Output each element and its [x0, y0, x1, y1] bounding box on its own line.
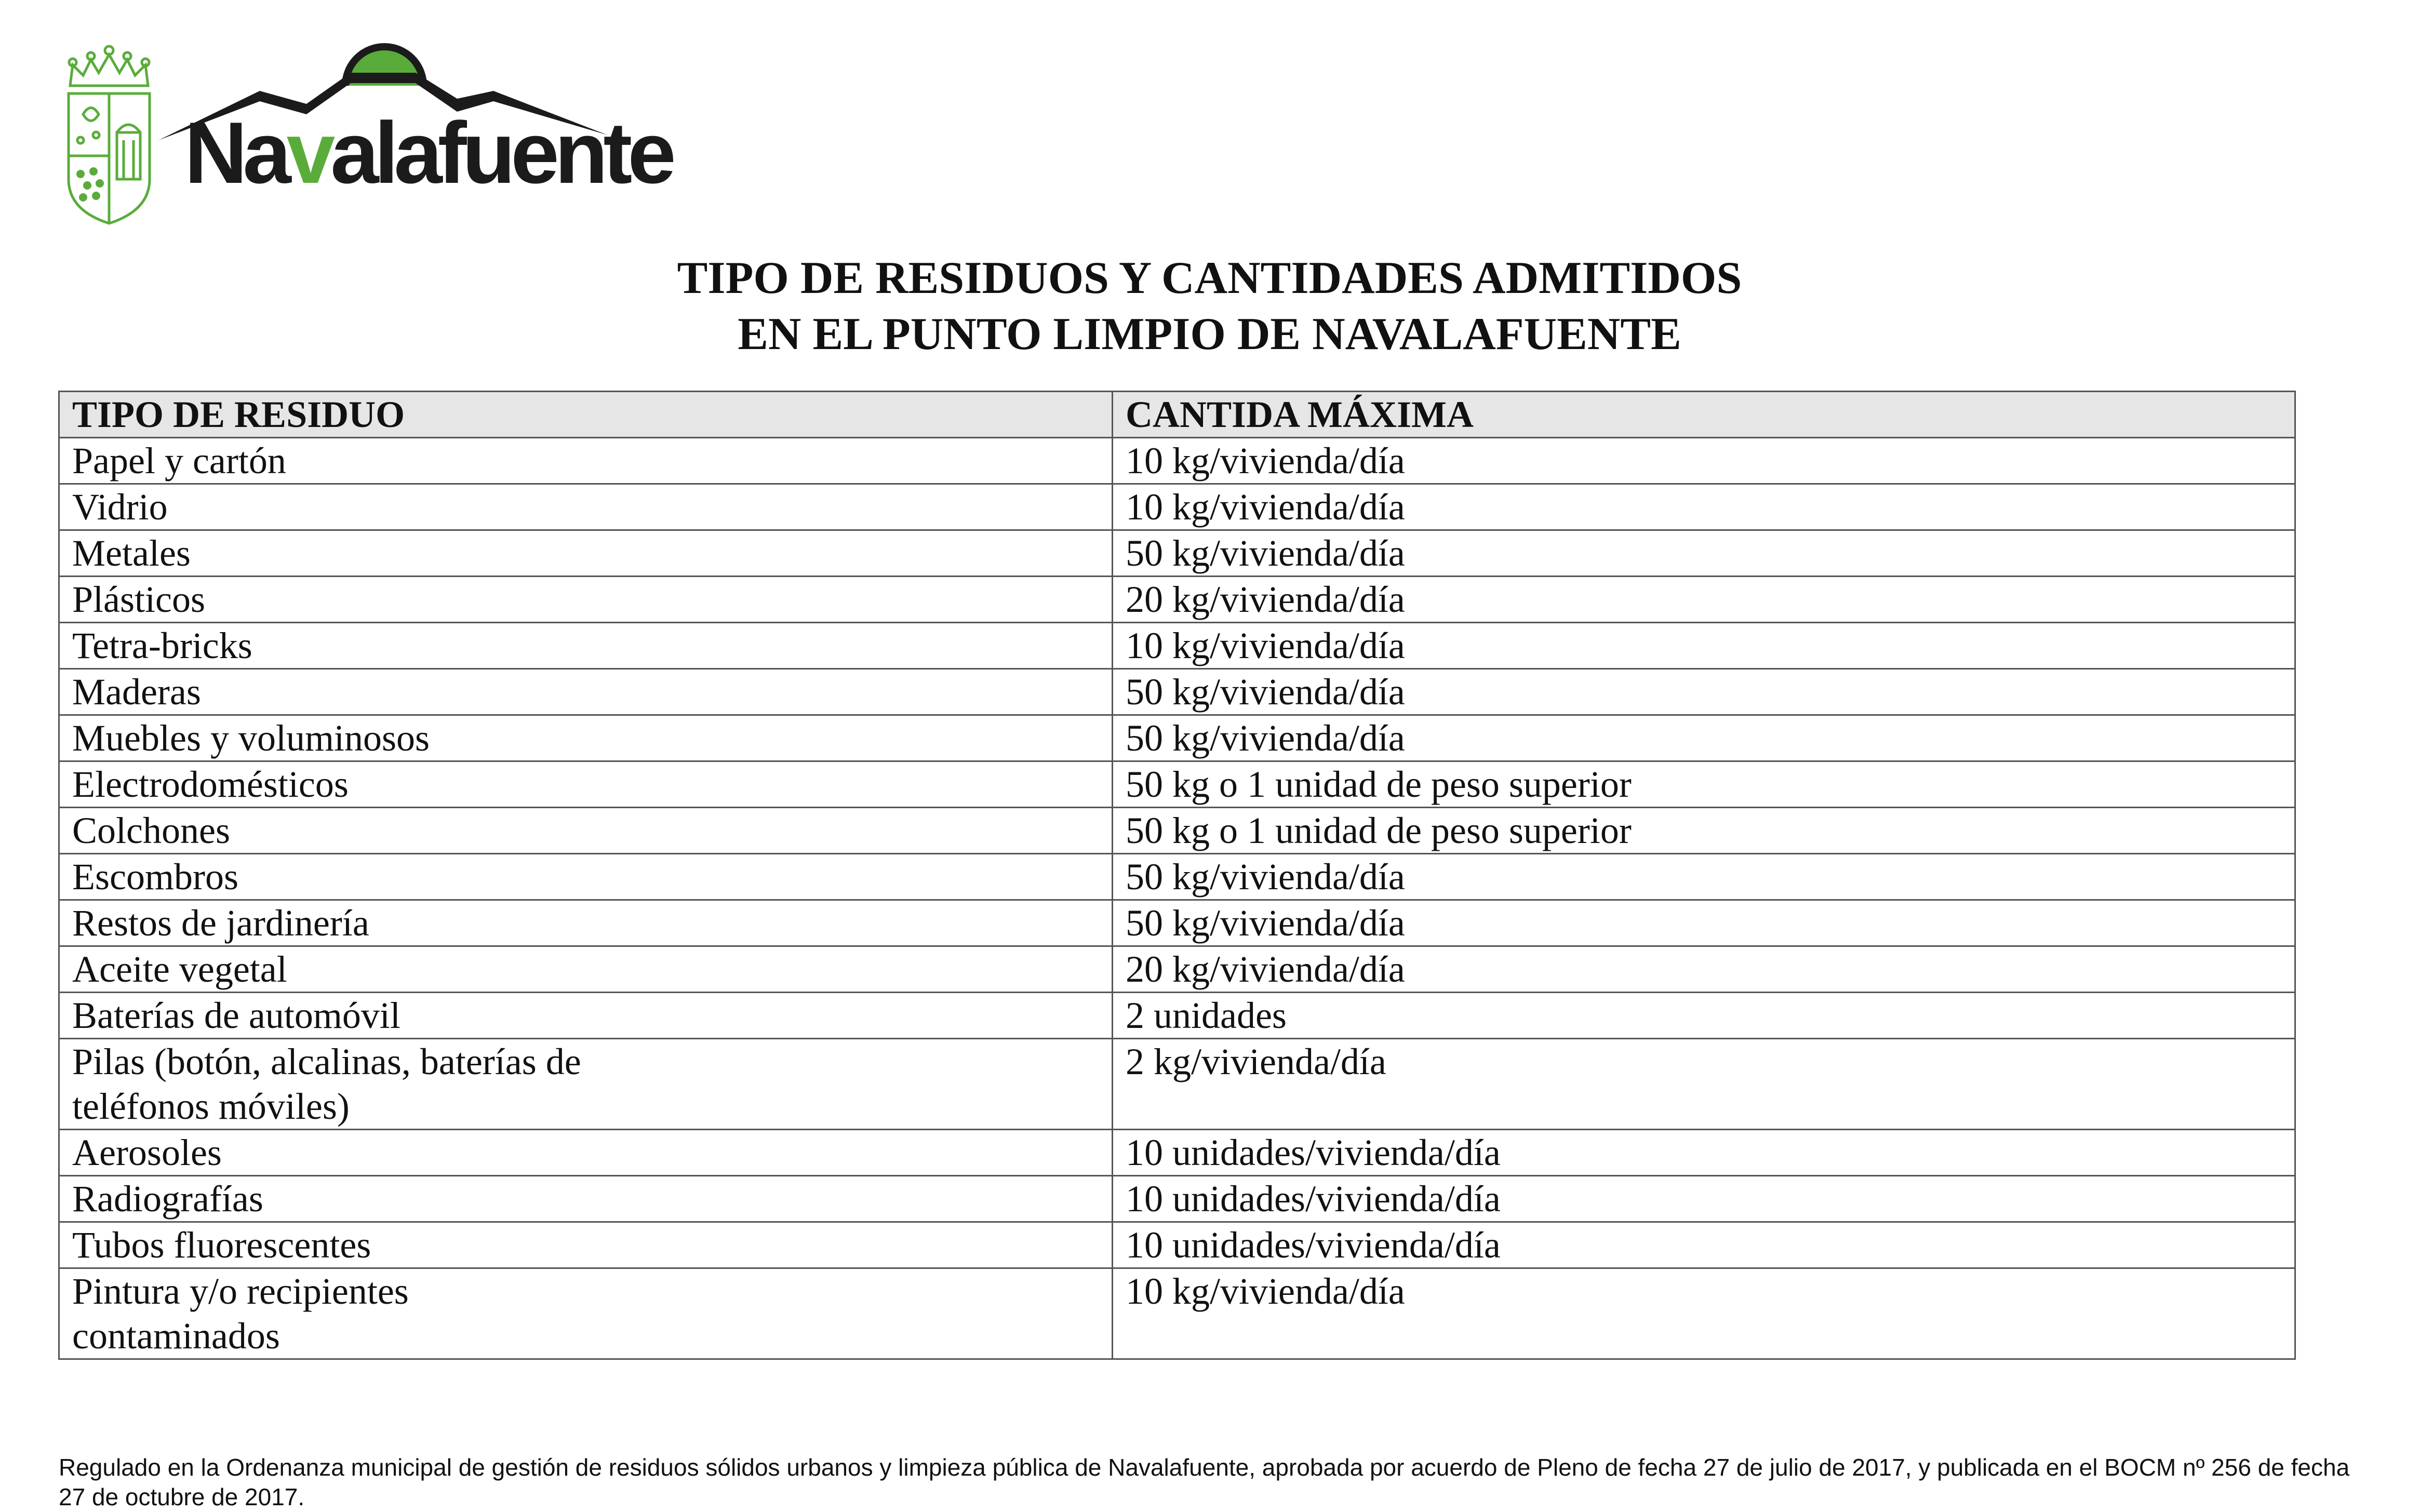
header-tipo-residuo: TIPO DE RESIDUO: [59, 392, 1113, 438]
cell-tipo-residuo: Tetra-bricks: [59, 623, 1113, 669]
table-row: [59, 484, 2295, 530]
table-body: [59, 438, 2295, 1359]
logo-text-part1: Na: [184, 104, 287, 202]
cell-cantidad-maxima: 10 kg/vivienda/día: [1113, 623, 2295, 669]
cell-cantidad-maxima: 50 kg/vivienda/día: [1113, 854, 2295, 900]
cell-cantidad-maxima: 10 unidades/vivienda/día: [1113, 1222, 2295, 1268]
cell-tipo-residuo: Baterías de automóvil: [59, 993, 1113, 1039]
table-header-row: [59, 392, 2295, 438]
table-row: [59, 946, 2295, 993]
cell-cantidad-maxima: 10 unidades/vivienda/día: [1113, 1176, 2295, 1222]
cell-cantidad-maxima: 10 unidades/vivienda/día: [1113, 1130, 2295, 1176]
cell-cantidad-maxima: 50 kg o 1 unidad de peso superior: [1113, 761, 2295, 808]
table-row: [59, 438, 2295, 484]
table-row: [59, 1176, 2295, 1222]
waste-table: [58, 391, 2296, 1360]
header-cantidad-maxima: CANTIDA MÁXIMA: [1113, 392, 2295, 438]
cell-tipo-residuo: Restos de jardinería: [59, 900, 1113, 946]
cell-tipo-residuo: Vidrio: [59, 484, 1113, 530]
municipality-logo: [62, 23, 672, 226]
table-row: [59, 854, 2295, 900]
municipality-name: [184, 104, 672, 202]
cell-tipo-residuo: Muebles y voluminosos: [59, 715, 1113, 761]
cell-cantidad-maxima: 20 kg/vivienda/día: [1113, 577, 2295, 623]
cell-tipo-residuo: Papel y cartón: [59, 438, 1113, 484]
cell-tipo-residuo: Metales: [59, 530, 1113, 577]
table-row: [59, 669, 2295, 715]
cell-cantidad-maxima: 2 unidades: [1113, 993, 2295, 1039]
cell-tipo-residuo: Pintura y/o recipientes contaminados: [59, 1268, 1113, 1359]
cell-cantidad-maxima: 50 kg/vivienda/día: [1113, 900, 2295, 946]
table-row: [59, 1268, 2295, 1359]
page-title-line-1: TIPO DE RESIDUOS Y CANTIDADES ADMITIDOS: [677, 253, 1742, 303]
cell-cantidad-maxima: 50 kg/vivienda/día: [1113, 715, 2295, 761]
cell-cantidad-maxima: 10 kg/vivienda/día: [1113, 484, 2295, 530]
table-row: [59, 1039, 2295, 1130]
table-row: [59, 1222, 2295, 1268]
cell-cantidad-maxima: 2 kg/vivienda/día: [1113, 1039, 2295, 1130]
cell-cantidad-maxima: 50 kg/vivienda/día: [1113, 669, 2295, 715]
table-row: [59, 900, 2295, 946]
cell-cantidad-maxima: 10 kg/vivienda/día: [1113, 1268, 2295, 1359]
cell-tipo-residuo: Pilas (botón, alcalinas, baterías de teléfonos móviles): [59, 1039, 1113, 1130]
cell-tipo-residuo: Aerosoles: [59, 1130, 1113, 1176]
cell-tipo-residuo: Maderas: [59, 669, 1113, 715]
cell-tipo-residuo: Aceite vegetal: [59, 946, 1113, 993]
cell-tipo-residuo: Escombros: [59, 854, 1113, 900]
table-row: [59, 715, 2295, 761]
logo-text-accent: v: [286, 104, 331, 202]
cell-tipo-residuo: Radiografías: [59, 1176, 1113, 1222]
table-row: [59, 530, 2295, 577]
cell-tipo-residuo: Electrodomésticos: [59, 761, 1113, 808]
logo-text-part2: alafuente: [330, 104, 672, 202]
cell-cantidad-maxima: 10 kg/vivienda/día: [1113, 438, 2295, 484]
table-row: [59, 808, 2295, 854]
cell-tipo-residuo: Plásticos: [59, 577, 1113, 623]
table-row: [59, 761, 2295, 808]
cell-cantidad-maxima: 50 kg o 1 unidad de peso superior: [1113, 808, 2295, 854]
cell-cantidad-maxima: 20 kg/vivienda/día: [1113, 946, 2295, 993]
table-row: [59, 623, 2295, 669]
table-row: [59, 577, 2295, 623]
table-row: [59, 1130, 2295, 1176]
cell-tipo-residuo: Colchones: [59, 808, 1113, 854]
table-row: [59, 993, 2295, 1039]
legal-footnote: Regulado en la Ordenanza municipal de gestión de residuos sólidos urbanos y limpieza pública de Navalafuente, aprobada por acuerdo de Pleno de fecha 27 de julio de 2017, y publicada en el BOCM nº 256 de fecha 27 de octubre de 2017.: [59, 1454, 2350, 1510]
cell-tipo-residuo: Tubos fluorescentes: [59, 1222, 1113, 1268]
page-title-line-2: EN EL PUNTO LIMPIO DE NAVALAFUENTE: [738, 309, 1681, 359]
cell-cantidad-maxima: 50 kg/vivienda/día: [1113, 530, 2295, 577]
